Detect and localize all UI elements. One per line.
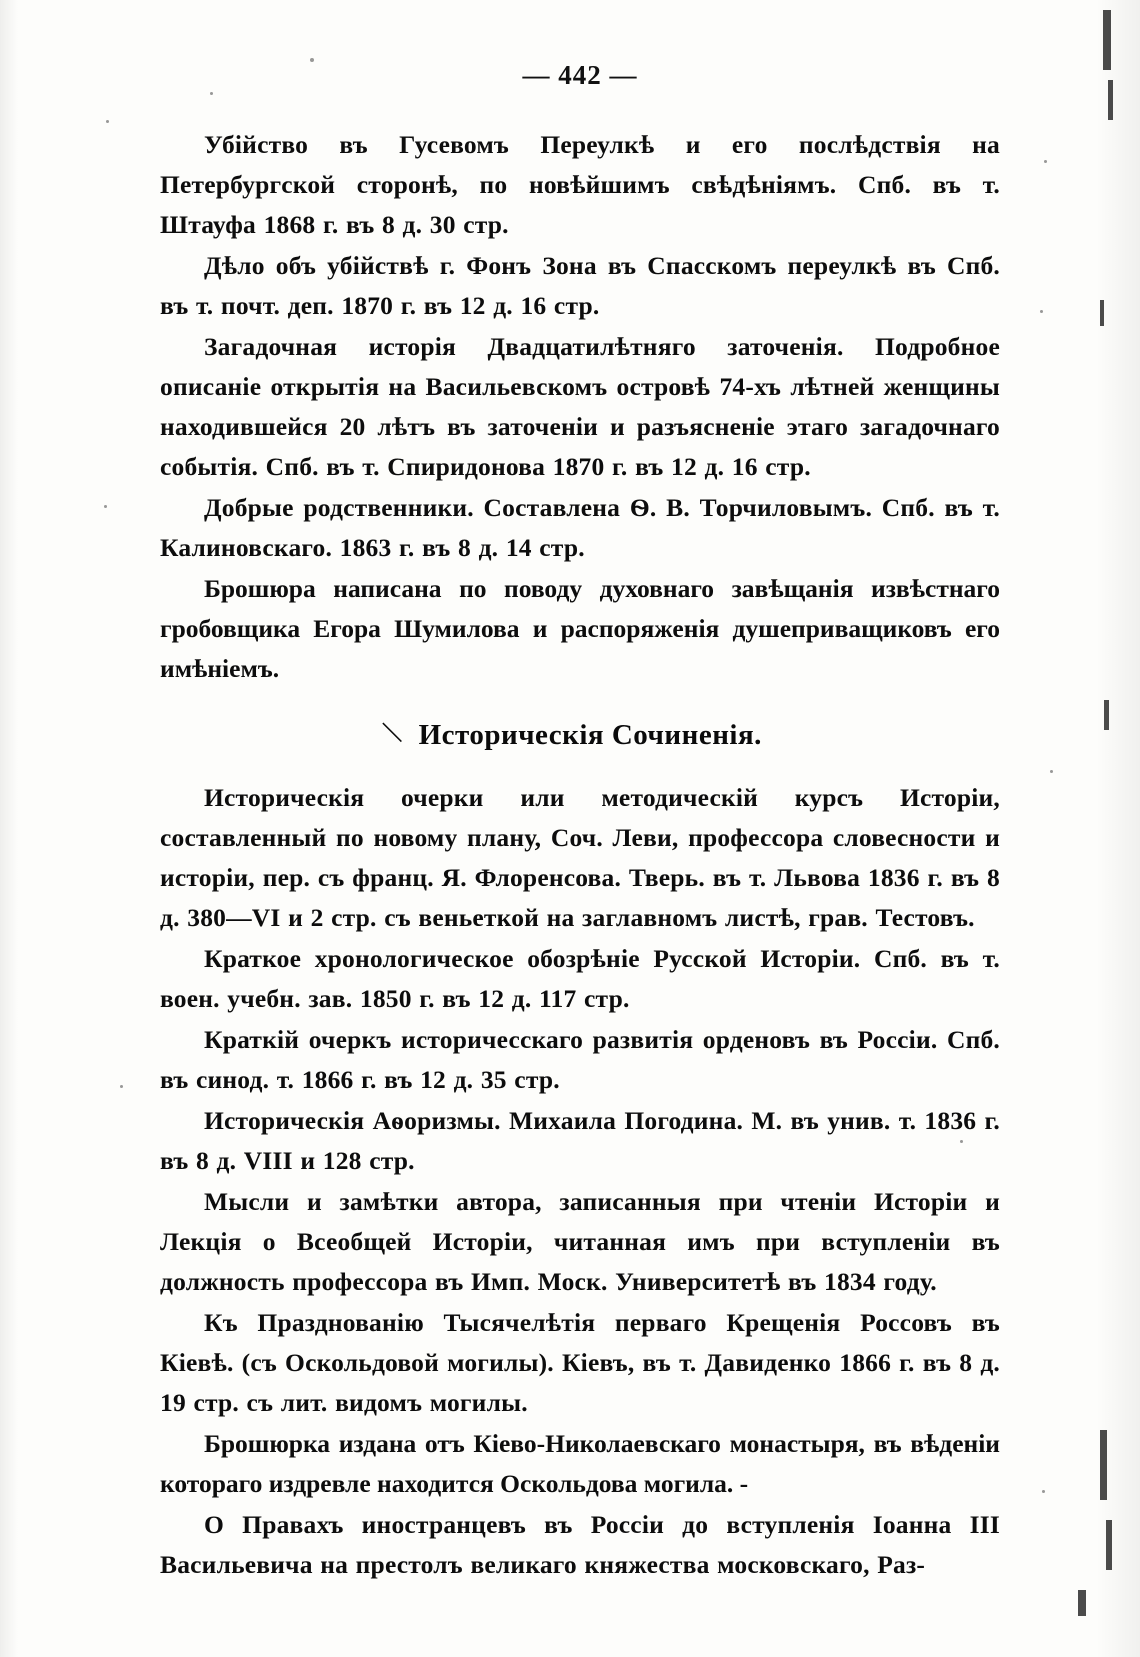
scan-speck bbox=[1042, 1490, 1045, 1493]
entry-body: и замѣтки автора, записанныя при чтеніи Исторіи и Лекція о Всеобщей Исторіи, читанная имъ при вступленіи въ должность профессора въ Имп. Моск. Университетѣ въ 1834 году. bbox=[160, 1187, 1000, 1296]
page-number: — 442 — bbox=[522, 60, 638, 90]
entry-lead: Дѣло bbox=[204, 251, 265, 280]
catalog-entry bbox=[160, 327, 1000, 487]
catalog-entry bbox=[160, 246, 1000, 326]
page-content bbox=[160, 60, 1000, 1586]
entry-lead: Краткій bbox=[204, 1025, 300, 1054]
catalog-entry bbox=[160, 1182, 1000, 1302]
entry-body: родственники. Составлена Ѳ. В. Торчиловымъ. Спб. въ т. Калиновскаго. 1863 г. въ 8 д. 14 стр. bbox=[160, 493, 1000, 562]
entry-body: очерки или методическій курсъ Исторіи, составленный по новому плану, Соч. Леви, профессора словесности и исторіи, пер. съ франц. Я. Флоренсова. Тверь. въ т. Львова 1836 г. въ 8 д. 380—VI и 2 стр. съ веньеткой на заглавномъ листѣ, грав. Тестовъ. bbox=[160, 783, 1000, 932]
entry-body: Аѳоризмы. Михаила Погодина. М. въ унив. т. 1836 г. въ 8 д. VIII и 128 стр. bbox=[160, 1106, 1000, 1175]
scan-artifact bbox=[1100, 1430, 1107, 1500]
catalog-entry bbox=[160, 125, 1000, 245]
catalog-entry bbox=[160, 1505, 1000, 1585]
scan-artifact bbox=[1078, 1590, 1086, 1616]
page-left-edge-shadow bbox=[0, 0, 18, 1657]
entry-lead: Историческія bbox=[204, 1106, 365, 1135]
scan-speck bbox=[106, 120, 109, 123]
scan-speck bbox=[104, 505, 107, 508]
entry-body: иностранцевъ въ Россіи до вступленія Іоанна III Васильевича на престолъ великаго княжества московскаго, Раз- bbox=[160, 1510, 1000, 1579]
scan-artifact bbox=[1100, 300, 1104, 326]
entry-body: очеркъ историчесскаго развитія орденовъ въ Россіи. Спб. въ синод. т. 1866 г. въ 12 д. 35 стр. bbox=[160, 1025, 1000, 1094]
entry-body: въ Гусевомъ Переулкѣ и его послѣдствія на Петербургской сторонѣ, по новѣйшимъ свѣдѣніямъ. Спб. въ т. Штауфа 1868 г. въ 8 д. 30 стр. bbox=[160, 130, 1000, 239]
entry-annotation: Брошюрка издана отъ Кіево-Николаевскаго монастыря, въ вѣденіи котораго издревле находится Оскольдова могила. - bbox=[160, 1429, 1000, 1498]
entry-lead: Убійство bbox=[204, 130, 309, 159]
page-right-edge-shadow bbox=[1096, 0, 1140, 1657]
entry-body: хронологическое обозрѣніе Русской Исторіи. Спб. въ т. воен. учебн. зав. 1850 г. въ 12 д. 117 стр. bbox=[160, 944, 1000, 1013]
entry-body: Тысячелѣтія перваго Крещенія Россовъ въ Кіевѣ. (съ Оскольдовой могилы). Кіевъ, въ т. Давиденко 1866 г. въ 8 д. 19 стр. съ лит. видомъ могилы. bbox=[160, 1308, 1000, 1417]
catalog-entry bbox=[160, 488, 1000, 568]
scan-speck bbox=[1044, 160, 1047, 163]
catalog-entry bbox=[160, 1303, 1000, 1423]
scan-speck bbox=[1040, 310, 1043, 313]
entry-lead: Къ Празднованію bbox=[204, 1308, 424, 1337]
scan-artifact bbox=[1106, 1520, 1112, 1570]
entry-annotation: Брошюра написана по поводу духовнаго завѣщанія извѣстнаго гробовщика Егора Шумилова и распоряженія душеприващиковъ его имѣніемъ. bbox=[160, 574, 1000, 683]
scan-speck bbox=[120, 1085, 123, 1088]
scan-artifact bbox=[1103, 10, 1111, 70]
catalog-entry bbox=[160, 1020, 1000, 1100]
catalog-entry bbox=[160, 939, 1000, 1019]
scan-artifact bbox=[1108, 80, 1113, 120]
entry-lead: Историческія bbox=[204, 783, 365, 812]
heading-mark-icon: ＼ bbox=[382, 723, 403, 745]
entry-lead: Мысли bbox=[204, 1187, 290, 1216]
section-heading bbox=[160, 719, 1000, 752]
entry-body: исторія Двадцатилѣтняго заточенія. Подробное описаніе открытія на Васильевскомъ островѣ 74-хъ лѣтней женщины находившейся 20 лѣтъ въ заточеніи и разъясненіе этаго загадочнаго событія. Спб. въ т. Спиридонова 1870 г. въ 12 д. 16 стр. bbox=[160, 332, 1000, 481]
catalog-entry bbox=[160, 1101, 1000, 1181]
catalog-entry bbox=[160, 778, 1000, 938]
entry-lead: Краткое bbox=[204, 944, 302, 973]
entry-lead: О Правахъ bbox=[204, 1510, 344, 1539]
entry-body: объ убійствѣ г. Фонъ Зона въ Спасскомъ переулкѣ въ Спб. въ т. почт. деп. 1870 г. въ 12 д. 16 стр. bbox=[160, 251, 1000, 320]
entry-lead: Загадочная bbox=[204, 332, 338, 361]
scan-speck bbox=[1050, 770, 1053, 773]
scan-artifact bbox=[1104, 700, 1109, 730]
entry-lead: Добрые bbox=[204, 493, 294, 522]
section-heading-label: Историческія Сочиненія. bbox=[418, 719, 762, 751]
